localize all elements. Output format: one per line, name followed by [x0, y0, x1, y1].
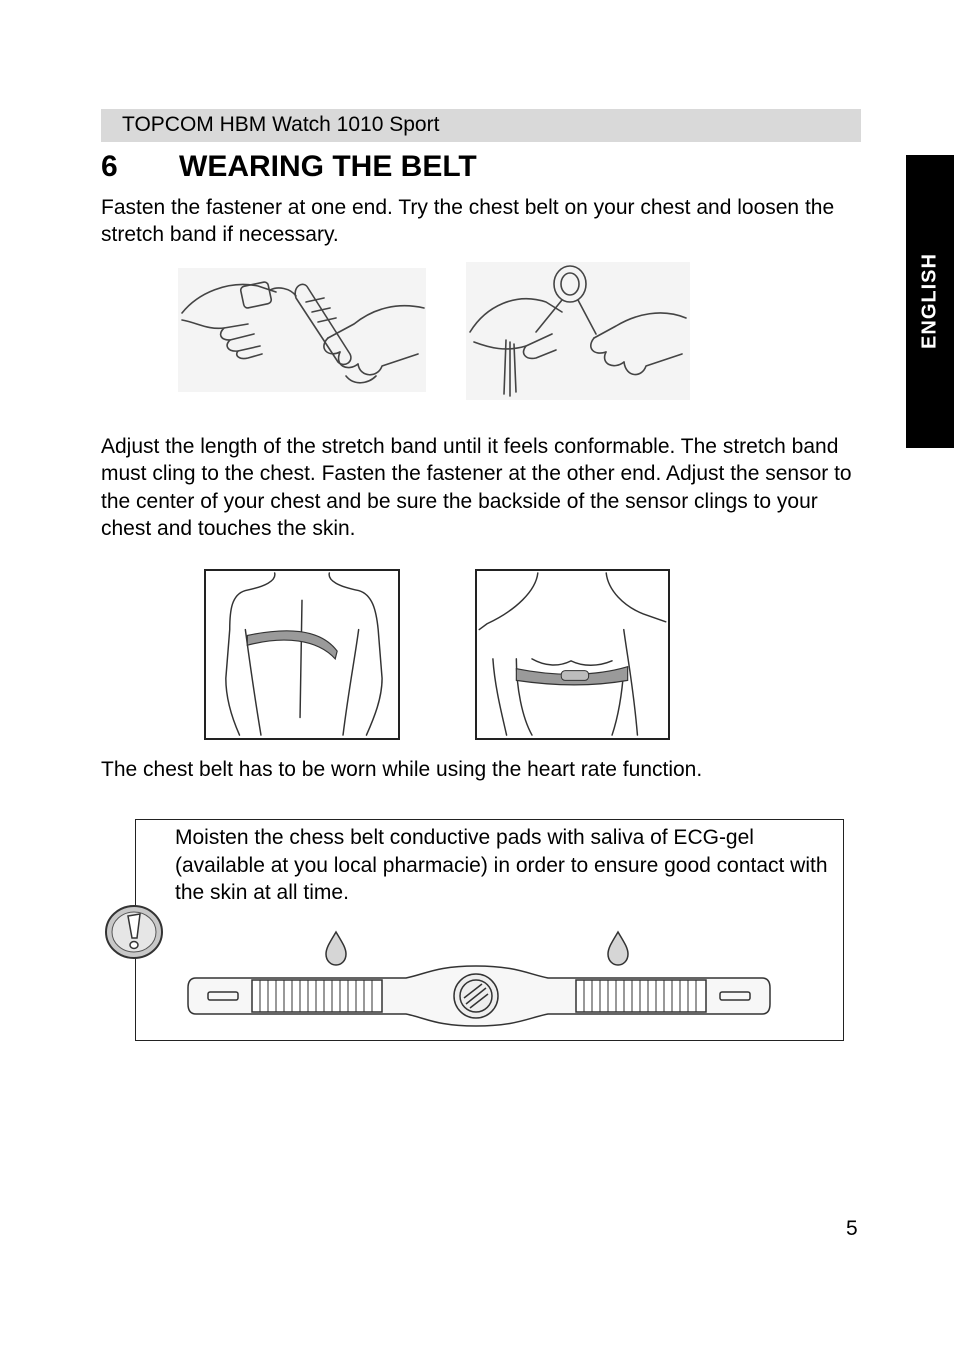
language-tab: [906, 155, 954, 448]
paragraph-wear: The chest belt has to be worn while using the heart rate function.: [101, 758, 703, 781]
paragraph-adjust: Adjust the length of the stretch band until it feels conformable. The stretch band must cling to the chest. Fasten the fastener at the other end. Adjust the sensor to the center of your chest and be sure the backside of the sensor clings to your chest and touches the skin.: [101, 435, 852, 540]
section-number: 6: [101, 150, 118, 183]
paragraph-fasten: Fasten the fastener at one end. Try the chest belt on your chest and loosen the stretch band if necessary.: [101, 196, 835, 247]
section-title: WEARING THE BELT: [179, 150, 477, 183]
water-drop-icon: [608, 932, 628, 965]
section-heading: [101, 148, 477, 186]
water-drop-icon: [326, 932, 346, 965]
page-number: 5: [846, 1217, 858, 1240]
hands-fastening-illustration: [178, 268, 426, 392]
note-box: [135, 819, 844, 1041]
header-bar: [101, 109, 861, 142]
hands-threading-illustration: [466, 262, 690, 400]
note-text: Moisten the chess belt conductive pads with saliva of ECG-gel (available at you local pharmacie) in order to ensure good contact with the skin at all time.: [175, 826, 828, 904]
language-tab-label: ENGLISH: [918, 253, 941, 349]
header-title: TOPCOM HBM Watch 1010 Sport: [122, 113, 440, 136]
exclamation-icon: [104, 904, 164, 960]
torso-back-illustration: [204, 569, 400, 740]
torso-front-illustration: [475, 569, 670, 740]
chest-belt-illustration: [186, 928, 776, 1028]
